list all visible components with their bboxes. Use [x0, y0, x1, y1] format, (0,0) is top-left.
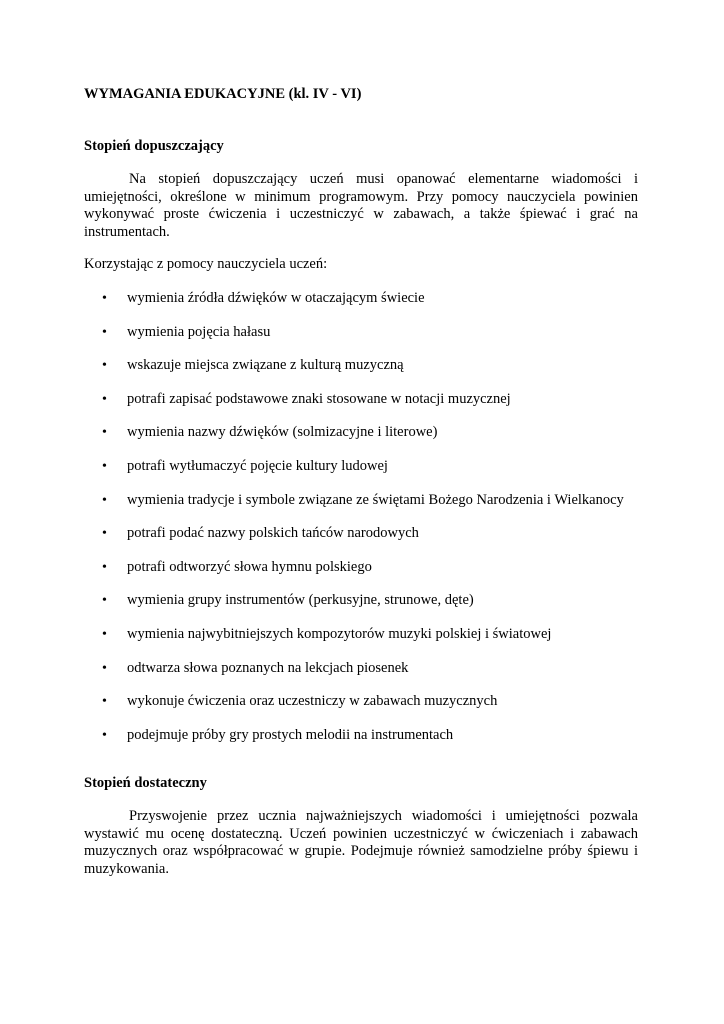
list-item-text: podejmuje próby gry prostych melodii na instrumentach	[127, 726, 454, 743]
bullet-icon: •	[102, 458, 107, 474]
list-item	[84, 383, 638, 417]
section-heading-dopuszczajacy: Stopień dopuszczający	[84, 138, 224, 154]
list-item	[84, 450, 638, 484]
list-item	[84, 551, 638, 585]
bullet-icon: •	[102, 660, 107, 676]
bullet-icon: •	[102, 391, 107, 407]
list-item	[84, 416, 638, 450]
list-item	[84, 349, 638, 383]
list-item	[84, 584, 638, 618]
list-item-text: wymienia nazwy dźwięków (solmizacyjne i literowe)	[127, 424, 438, 441]
list-item-text: potrafi wytłumaczyć pojęcie kultury ludowej	[127, 457, 388, 474]
section-heading-dostateczny: Stopień dostateczny	[84, 775, 207, 791]
bullet-icon: •	[102, 324, 107, 340]
bullet-icon: •	[102, 425, 107, 441]
bullet-icon: •	[102, 559, 107, 575]
paragraph-dopuszczajacy: Na stopień dopuszczający uczeń musi opanować elementarne wiadomości i umiejętności, określone w minimum programowym. Przy pomocy nauczyciela powinien wykonywać proste ćwiczenia i uczestniczyć w zabawach, a także śpiewać i grać na instrumentach.	[84, 171, 638, 240]
bullet-icon: •	[102, 727, 107, 743]
document-title: WYMAGANIA EDUKACYJNE (kl. IV - VI)	[84, 86, 362, 102]
list-item-text: wskazuje miejsca związane z kulturą muzyczną	[127, 357, 404, 374]
paragraph-dostateczny: Przyswojenie przez ucznia najważniejszych wiadomości i umiejętności pozwala wystawić mu ocenę dostateczną. Uczeń powinien uczestniczyć w ćwiczeniach i zabawach muzycznych oraz współpracować w grupie. Podejmuje również samodzielne próby śpiewu i muzykowania.	[84, 808, 638, 877]
list-item-text: wymienia źródła dźwięków w otaczającym świecie	[127, 290, 425, 306]
bullet-icon: •	[102, 492, 107, 508]
bullet-icon: •	[102, 694, 107, 710]
list-item	[84, 685, 638, 719]
list-item-text: wymienia najwybitniejszych kompozytorów muzyki polskiej i światowej	[127, 625, 552, 642]
list-item	[84, 652, 638, 686]
bullet-icon: •	[102, 526, 107, 542]
list-item-text: potrafi odtworzyć słowa hymnu polskiego	[127, 558, 372, 575]
list-item-text: wymienia tradycje i symbole związane ze świętami Bożego Narodzenia i Wielkanocy	[127, 491, 624, 508]
list-intro: Korzystając z pomocy nauczyciela uczeń:	[84, 256, 328, 272]
list-item	[84, 282, 638, 316]
list-item-text: wymienia pojęcia hałasu	[127, 323, 271, 340]
list-item-text: potrafi zapisać podstawowe znaki stosowane w notacji muzycznej	[127, 390, 511, 407]
list-item-text: odtwarza słowa poznanych na lekcjach piosenek	[127, 659, 409, 676]
list-item-text: wymienia grupy instrumentów (perkusyjne, strunowe, dęte)	[127, 592, 474, 609]
bullet-icon: •	[102, 291, 107, 306]
list-item-text: potrafi podać nazwy polskich tańców narodowych	[127, 525, 419, 542]
list-item	[84, 484, 638, 518]
requirements-list	[84, 282, 638, 752]
list-item	[84, 316, 638, 350]
bullet-icon: •	[102, 593, 107, 609]
list-item-text: wykonuje ćwiczenia oraz uczestniczy w zabawach muzycznych	[127, 693, 498, 710]
bullet-icon: •	[102, 358, 107, 374]
list-item	[84, 719, 638, 753]
list-item	[84, 517, 638, 551]
bullet-icon: •	[102, 626, 107, 642]
list-item	[84, 618, 638, 652]
